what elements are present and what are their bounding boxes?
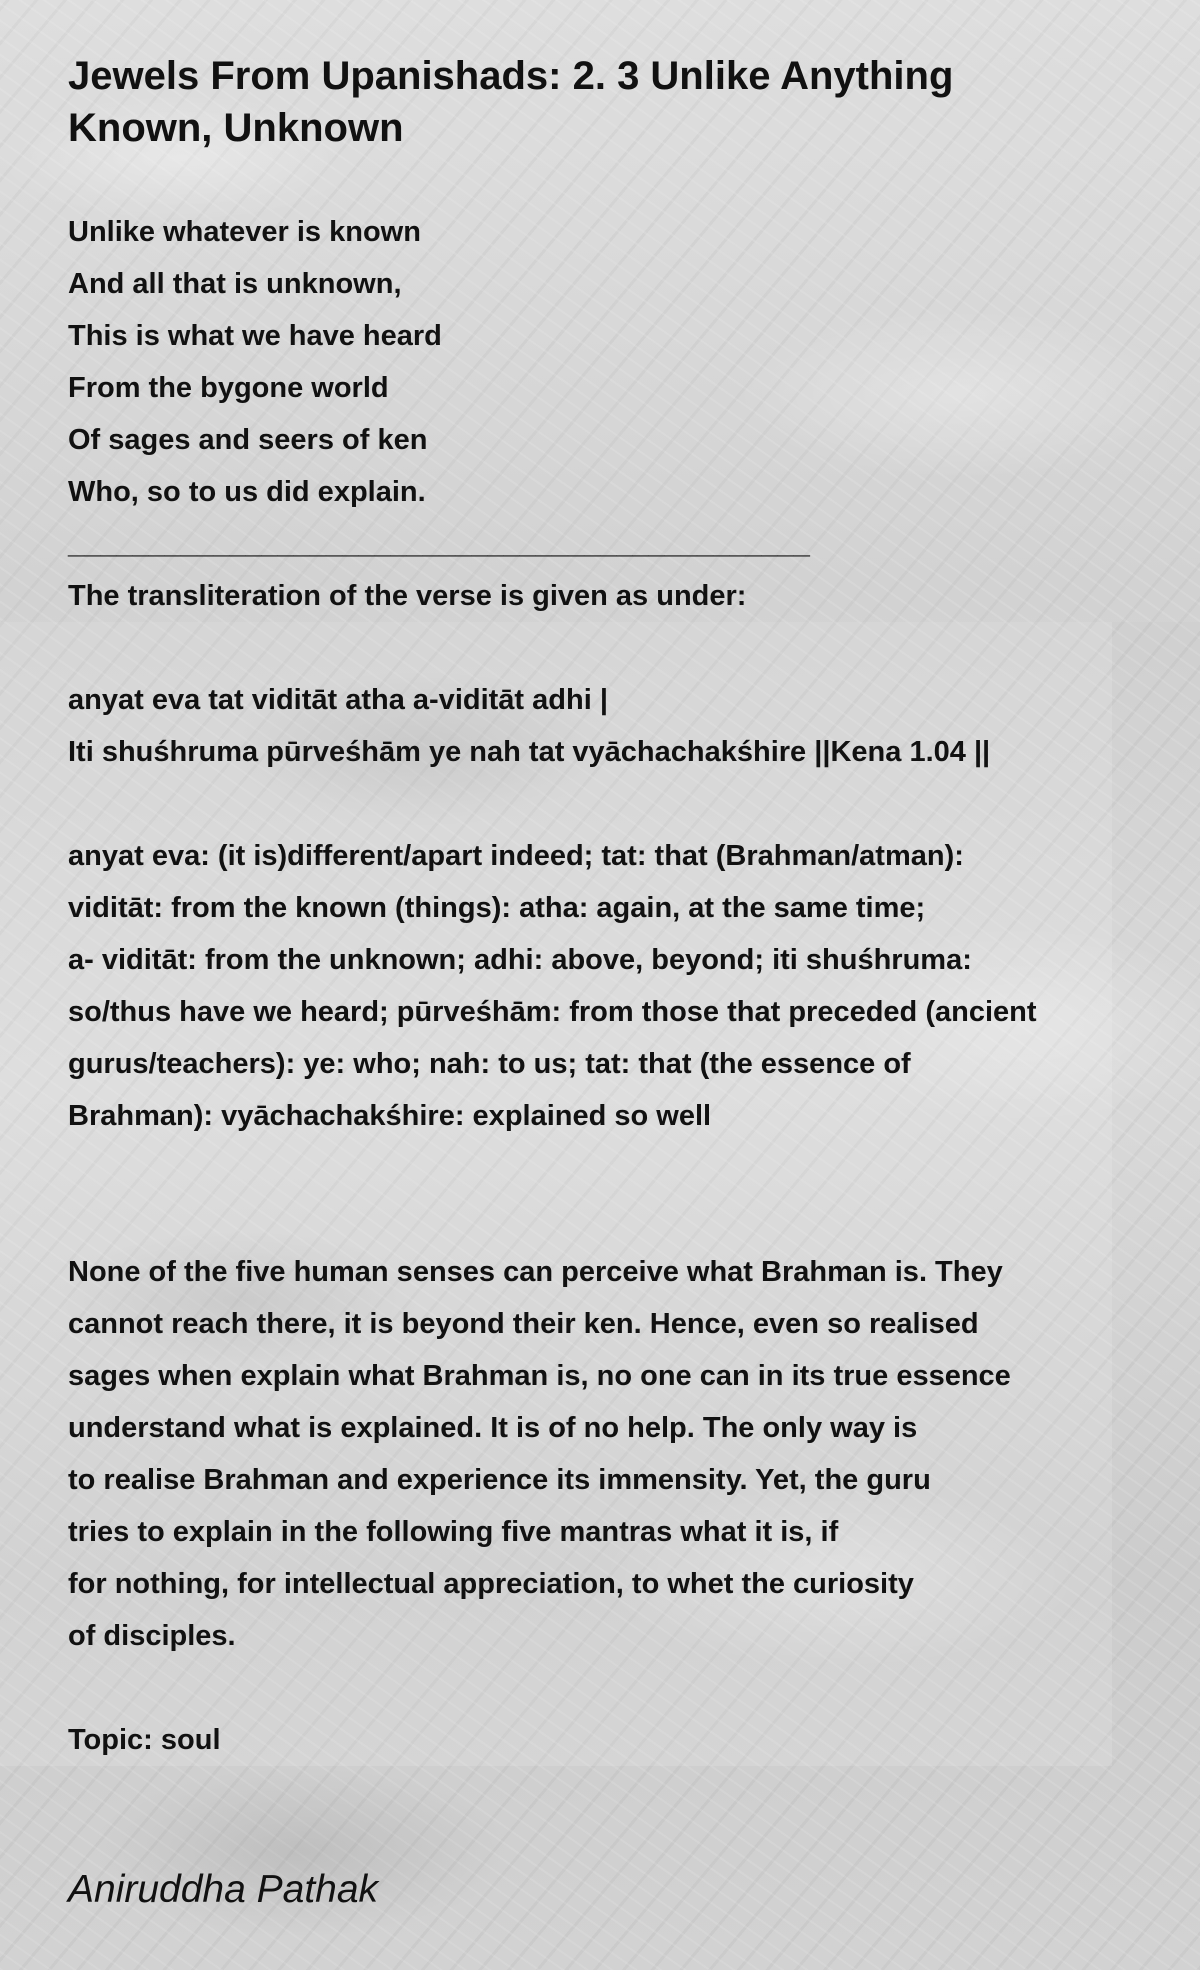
poem-line: sages when explain what Brahman is, no one can in its true essence <box>68 1360 1011 1392</box>
poem-line: gurus/teachers): ye: who; nah: to us; tat: that (the essence of <box>68 1048 911 1080</box>
poem-body <box>68 206 1158 1766</box>
poem-line: Who, so to us did explain. <box>68 476 426 508</box>
poem-line: Of sages and seers of ken <box>68 424 428 456</box>
poem-line: cannot reach there, it is beyond their ken. Hence, even so realised <box>68 1308 979 1340</box>
poem-line: And all that is unknown, <box>68 268 402 300</box>
poem-line: anyat eva tat viditāt atha a-viditāt adhi | <box>68 684 608 716</box>
author-name: Aniruddha Pathak <box>68 1868 379 1911</box>
poem-line: tries to explain in the following five mantras what it is, if <box>68 1516 839 1548</box>
poem-line: so/thus have we heard; pūrveśhām: from those that preceded (ancient <box>68 996 1037 1028</box>
poem-line: a- viditāt: from the unknown; adhi: above, beyond; iti shuśhruma: <box>68 944 972 976</box>
poem-line: Iti shuśhruma pūrveśhām ye nah tat vyāchachakśhire ||Kena 1.04 || <box>68 736 991 768</box>
poem-line: The transliteration of the verse is given as under: <box>68 580 747 612</box>
poem-line: Brahman): vyāchachakśhire: explained so well <box>68 1100 712 1132</box>
poem-line: ______________________________________________ <box>68 528 810 560</box>
poem-line: From the bygone world <box>68 372 389 404</box>
poem-line: Unlike whatever is known <box>68 216 421 248</box>
blank-line <box>68 1194 1158 1246</box>
poem-line: This is what we have heard <box>68 320 442 352</box>
poem-line: for nothing, for intellectual appreciation, to whet the curiosity <box>68 1568 914 1600</box>
poem-line: viditāt: from the known (things): atha: again, at the same time; <box>68 892 926 924</box>
blank-line <box>68 1142 1158 1194</box>
blank-line <box>68 622 1158 674</box>
poem-line: Topic: soul <box>68 1724 221 1756</box>
poem-title: Jewels From Upanishads: 2. 3 Unlike Anything Known, Unknown <box>68 54 954 150</box>
poem-line: anyat eva: (it is)different/apart indeed; tat: that (Brahman/atman): <box>68 840 964 872</box>
poem-line: understand what is explained. It is of no help. The only way is <box>68 1412 918 1444</box>
blank-line <box>68 778 1158 830</box>
blank-line <box>68 1662 1158 1714</box>
poem-line: of disciples. <box>68 1620 236 1652</box>
poem-container <box>68 50 1158 1766</box>
poem-line: None of the five human senses can perceive what Brahman is. They <box>68 1256 1003 1288</box>
poem-line: to realise Brahman and experience its immensity. Yet, the guru <box>68 1464 931 1496</box>
